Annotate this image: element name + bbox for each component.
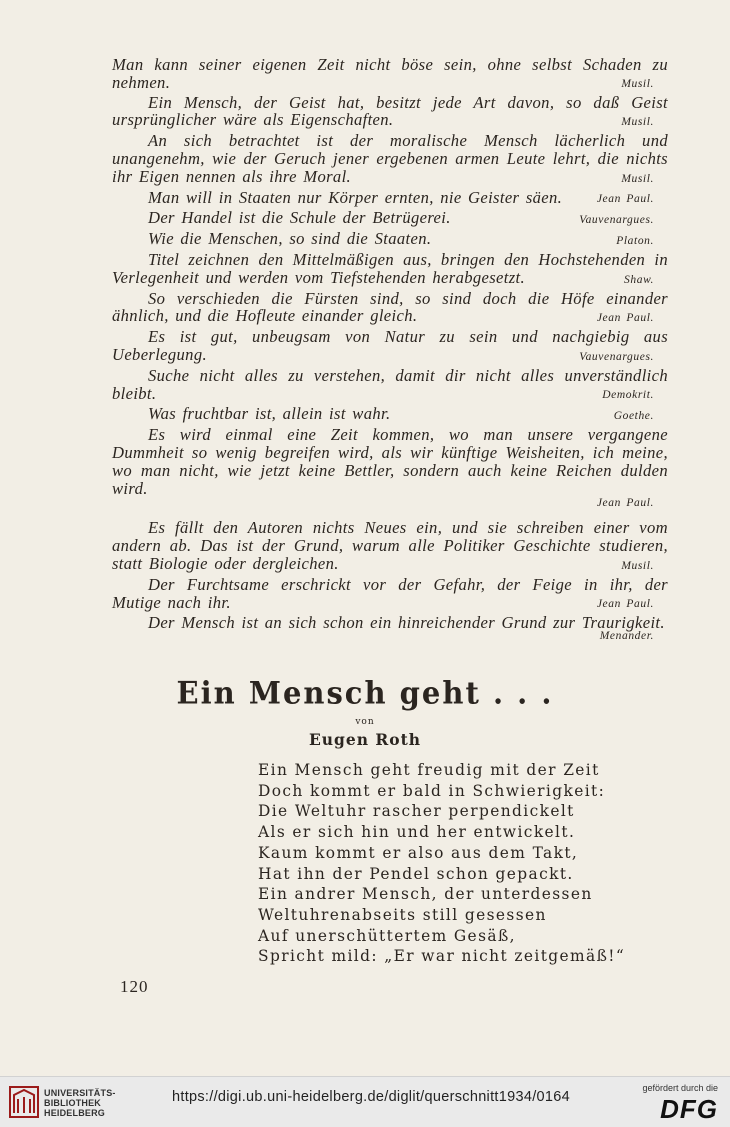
- aphorism-text: Ein Mensch, der Geist hat, besitzt jede Art davon, so daß Geist ursprünglicher wäre als Eigenschaften.: [112, 92, 668, 130]
- aphorism-text: Titel zeichnen den Mittelmäßigen aus, bringen den Hochstehenden in Verlegenheit und werden vom Tiefstehenden herabgesetzt.: [112, 249, 668, 287]
- aphorism-source: Jean Paul.: [596, 497, 654, 510]
- aphorism-source: Musil.: [621, 172, 654, 185]
- aphorism-text: Was fruchtbar ist, allein ist wahr.: [148, 404, 391, 424]
- aphorism: [112, 519, 668, 571]
- aphorism-text: Der Handel ist die Schule der Betrügerei.: [148, 208, 451, 228]
- poem-line: Die Weltuhr rascher perpendickelt: [258, 802, 575, 821]
- funded-by-label: gefördert durch die: [642, 1083, 718, 1093]
- institution-name-line: HEIDELBERG: [44, 1108, 106, 1118]
- aphorism: [112, 189, 668, 206]
- poem-title: Ein Mensch geht . . .: [176, 675, 554, 711]
- aphorism: [112, 290, 668, 325]
- aphorism-text: Suche nicht alles zu verstehen, damit dir nicht alles unverständlich bleibt.: [112, 365, 668, 403]
- poem-line: Weltuhrenabseits still gesessen: [258, 905, 547, 924]
- poem-byline: von: [355, 717, 375, 727]
- aphorism: [112, 132, 668, 184]
- dfg-logo: DFG: [660, 1094, 718, 1124]
- institution-name: [44, 1088, 116, 1118]
- aphorism-text: Es ist gut, unbeugsam von Natur zu sein und nachgiebig aus Ueberlegung.: [112, 327, 668, 364]
- aphorism-source: Musil.: [621, 116, 654, 129]
- poem-line: Kaum kommt er also aus dem Takt,: [258, 843, 579, 862]
- aphorism-source: Jean Paul.: [596, 193, 654, 206]
- poem-line: Spricht mild: „Er war nicht zeitgemäß!“: [258, 947, 626, 966]
- aphorism-list: [112, 56, 668, 646]
- aphorism-source: Platon.: [616, 234, 654, 247]
- poem-author: Eugen Roth: [308, 730, 422, 749]
- university-library-logo: [8, 1085, 40, 1119]
- aphorism-source: Musil.: [621, 559, 654, 572]
- aphorism: [112, 94, 668, 129]
- aphorism-text: Man will in Staaten nur Körper ernten, nie Geister säen.: [148, 187, 563, 207]
- poem-line: Hat ihn der Pendel schon gepackt.: [258, 864, 574, 883]
- aphorism: [112, 209, 668, 226]
- poem-line: Ein andrer Mensch, der unterdessen: [258, 885, 593, 904]
- poem-line: Auf unerschüttertem Gesäß,: [258, 926, 516, 945]
- aphorism-source: Jean Paul.: [596, 598, 654, 611]
- page-number: 120: [120, 977, 149, 996]
- aphorism-text: An sich betrachtet ist der moralische Mensch lächerlich und unangenehm, wie der Geruch jener ergebenen armen Leute lehrt, die nichts ihr Eigen nennen als ihre Moral.: [112, 131, 668, 186]
- aphorism-text: So verschieden die Fürsten sind, so sind doch die Höfe einander ähnlich, und die Hofleute einander gleich.: [112, 288, 668, 326]
- aphorism: [112, 614, 668, 642]
- aphorism: [112, 405, 668, 422]
- aphorism-text: Man kann seiner eigenen Zeit nicht böse sein, ohne selbst Schaden zu nehmen.: [112, 55, 668, 92]
- poem-line: Ein Mensch geht freudig mit der Zeit: [258, 761, 600, 779]
- aphorism-text: Es fällt den Autoren nichts Neues ein, und sie schreiben einer vom andern ab. Das ist der Grund, warum alle Politiker Geschichte studieren, statt Biologie oder dergleichen.: [112, 518, 668, 573]
- viewer-footer: [0, 1076, 730, 1127]
- poem-body: [258, 760, 625, 967]
- aphorism: [112, 328, 668, 363]
- aphorism-source: Musil.: [621, 77, 654, 90]
- aphorism-source: Shaw.: [624, 273, 654, 286]
- poem-line: Als er sich hin und her entwickelt.: [258, 823, 576, 842]
- poem-line: Doch kommt er bald in Schwierigkeit:: [258, 781, 606, 800]
- aphorism-text: Wie die Menschen, so sind die Staaten.: [148, 229, 432, 249]
- document-url-link[interactable]: https://digi.ub.uni-heidelberg.de/diglit/querschnitt1934/0164: [172, 1089, 570, 1105]
- aphorism: [112, 576, 668, 611]
- aphorism-text: Der Furchtsame erschrickt vor der Gefahr, der Feige in ihr, der Mutige nach ihr.: [112, 574, 668, 612]
- aphorism-source: Vauvenargues.: [579, 350, 654, 363]
- aphorism-source: Jean Paul.: [596, 312, 654, 325]
- aphorism: [112, 367, 668, 402]
- aphorism-source: Demokrit.: [602, 389, 654, 402]
- institution-name-line: UNIVERSITÄTS-: [44, 1088, 116, 1098]
- aphorism-text: Es wird einmal eine Zeit kommen, wo man unsere vergangene Dummheit so wenig begreifen wird, als wir künftige Weisheiten, ich meine, wo man nicht, wie jetzt keine Bettler, sondern auch keine Reichen dulden wird.: [112, 425, 668, 498]
- institution-name-line: BIBLIOTHEK: [44, 1098, 101, 1108]
- aphorism: [112, 426, 668, 509]
- aphorism-source: Menander.: [599, 630, 654, 643]
- aphorism-source: Vauvenargues.: [579, 214, 654, 227]
- aphorism: [112, 230, 668, 247]
- aphorism-text: Der Mensch ist an sich schon ein hinreichender Grund zur Traurigkeit.: [148, 613, 665, 633]
- aphorism-source: Goethe.: [613, 410, 654, 423]
- aphorism: [112, 251, 668, 286]
- aphorism: [112, 56, 668, 90]
